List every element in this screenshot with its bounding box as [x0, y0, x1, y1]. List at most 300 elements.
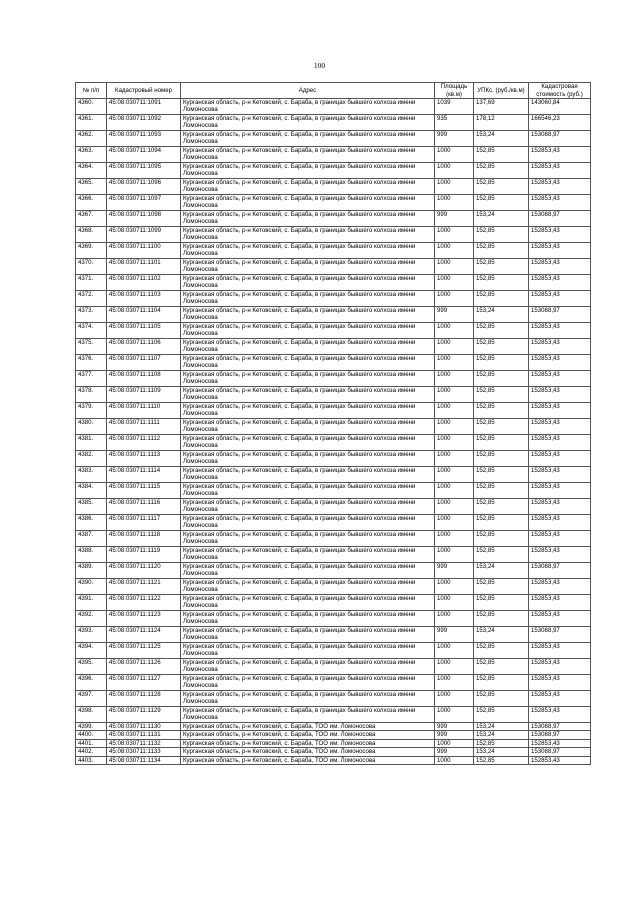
cell-cadastral-value: 152853,43: [529, 387, 591, 403]
table-row: [76, 691, 591, 707]
table-row: [76, 611, 591, 627]
cell-area: 1000: [435, 691, 474, 707]
cell-upks: 152,85: [474, 691, 529, 707]
table-row: [76, 748, 591, 756]
cell-address: Курганская область, р-н Кетовский, с. Бараба, в границах бывшего колхоза имени Ломоносова: [181, 643, 435, 659]
table-row: [76, 307, 591, 323]
cell-row-number: 4399.: [76, 723, 107, 731]
cell-upks: 152,85: [474, 611, 529, 627]
cell-area: 1000: [435, 435, 474, 451]
cell-cadastral-number: 45:08:030711:1132: [107, 739, 181, 747]
cell-upks: 152,85: [474, 259, 529, 275]
cell-upks: 152,85: [474, 371, 529, 387]
cell-area: 999: [435, 748, 474, 756]
cell-cadastral-number: 45:08:030711:1115: [107, 483, 181, 499]
cell-row-number: 4364.: [76, 163, 107, 179]
cell-cadastral-number: 45:08:030711:1118: [107, 531, 181, 547]
cell-area: 1000: [435, 355, 474, 371]
cell-row-number: 4378.: [76, 387, 107, 403]
cell-area: 1000: [435, 467, 474, 483]
cell-cadastral-number: 45:08:030711:1119: [107, 547, 181, 563]
cell-address: Курганская область, р-н Кетовский, с. Бараба, в границах бывшего колхоза имени Ломоносова: [181, 515, 435, 531]
cell-cadastral-value: 152853,43: [529, 739, 591, 747]
cell-upks: 153,24: [474, 307, 529, 323]
cell-address: Курганская область, р-н Кетовский, с. Бараба, в границах бывшего колхоза имени Ломоносова: [181, 451, 435, 467]
cell-cadastral-value: 152853,43: [529, 163, 591, 179]
cell-cadastral-value: 153088,97: [529, 307, 591, 323]
cell-cadastral-value: 152853,43: [529, 227, 591, 243]
cell-cadastral-value: 152853,43: [529, 547, 591, 563]
table-row: [76, 323, 591, 339]
cell-upks: 152,85: [474, 355, 529, 371]
cell-area: 1000: [435, 291, 474, 307]
cell-cadastral-value: 153088,97: [529, 748, 591, 756]
cell-address: Курганская область, р-н Кетовский, с. Бараба, в границах бывшего колхоза имени Ломоносова: [181, 323, 435, 339]
table-row: [76, 243, 591, 259]
cell-cadastral-number: 45:08:030711:1100: [107, 243, 181, 259]
table-row: [76, 731, 591, 739]
cell-area: 1000: [435, 579, 474, 595]
cell-cadastral-number: 45:08:030711:1128: [107, 691, 181, 707]
cell-row-number: 4398.: [76, 707, 107, 723]
cell-row-number: 4391.: [76, 595, 107, 611]
table-row: [76, 723, 591, 731]
cell-upks: 152,85: [474, 467, 529, 483]
table-row: [76, 387, 591, 403]
cell-upks: 152,85: [474, 595, 529, 611]
cell-address: Курганская область, р-н Кетовский, с. Бараба, в границах бывшего колхоза имени Ломоносова: [181, 291, 435, 307]
cell-cadastral-value: 152853,43: [529, 355, 591, 371]
cell-area: 999: [435, 307, 474, 323]
cell-area: 999: [435, 131, 474, 147]
cell-address: Курганская область, р-н Кетовский, с. Бараба, в границах бывшего колхоза имени Ломоносова: [181, 115, 435, 131]
cell-row-number: 4371.: [76, 275, 107, 291]
cell-address: Курганская область, р-н Кетовский, с. Бараба, в границах бывшего колхоза имени Ломоносова: [181, 627, 435, 643]
cell-area: 1000: [435, 147, 474, 163]
table-row: [76, 451, 591, 467]
cell-cadastral-value: 152853,43: [529, 259, 591, 275]
cell-row-number: 4374.: [76, 323, 107, 339]
cell-upks: 153,24: [474, 731, 529, 739]
cell-cadastral-number: 45:08:030711:1107: [107, 355, 181, 371]
cell-row-number: 4376.: [76, 355, 107, 371]
cell-upks: 137,69: [474, 99, 529, 115]
cell-row-number: 4393.: [76, 627, 107, 643]
cell-area: 1000: [435, 739, 474, 747]
cell-cadastral-number: 45:08:030711:1129: [107, 707, 181, 723]
cell-cadastral-number: 45:08:030711:1093: [107, 131, 181, 147]
cell-area: 1000: [435, 499, 474, 515]
cell-address: Курганская область, р-н Кетовский, с. Бараба, в границах бывшего колхоза имени Ломоносова: [181, 563, 435, 579]
table-row: [76, 371, 591, 387]
cell-row-number: 4360.: [76, 99, 107, 115]
table-header-row: [76, 83, 591, 99]
cadastral-register-table: [75, 82, 591, 765]
cell-area: 1000: [435, 403, 474, 419]
cell-address: Курганская область, р-н Кетовский, с. Бараба, в границах бывшего колхоза имени Ломоносова: [181, 675, 435, 691]
cell-cadastral-value: 152853,43: [529, 403, 591, 419]
cell-area: 1000: [435, 195, 474, 211]
cell-address: Курганская область, р-н Кетовский, с. Бараба, ТОО им. Ломоносова: [181, 756, 435, 764]
cell-address: Курганская область, р-н Кетовский, с. Бараба, в границах бывшего колхоза имени Ломоносова: [181, 707, 435, 723]
header-cadastral-value: Кадастровая стоимость (руб.): [529, 83, 591, 99]
cell-upks: 152,85: [474, 435, 529, 451]
cell-row-number: 4382.: [76, 451, 107, 467]
cell-row-number: 4395.: [76, 659, 107, 675]
cell-row-number: 4402.: [76, 748, 107, 756]
table-row: [76, 643, 591, 659]
cell-cadastral-number: 45:08:030711:1094: [107, 147, 181, 163]
cell-cadastral-value: 152853,43: [529, 643, 591, 659]
cell-row-number: 4397.: [76, 691, 107, 707]
cell-cadastral-number: 45:08:030711:1110: [107, 403, 181, 419]
cell-cadastral-number: 45:08:030711:1131: [107, 731, 181, 739]
cell-row-number: 4373.: [76, 307, 107, 323]
cell-cadastral-value: 143060,84: [529, 99, 591, 115]
cell-cadastral-value: 153088,97: [529, 131, 591, 147]
cell-row-number: 4367.: [76, 211, 107, 227]
table-row: [76, 515, 591, 531]
cell-area: 999: [435, 723, 474, 731]
header-cadastral-number: Кадастровый номер: [107, 83, 181, 99]
cell-cadastral-number: 45:08:030711:1097: [107, 195, 181, 211]
cell-upks: 152,85: [474, 147, 529, 163]
cell-cadastral-number: 45:08:030711:1124: [107, 627, 181, 643]
cell-upks: 178,12: [474, 115, 529, 131]
table-row: [76, 739, 591, 747]
cell-row-number: 4386.: [76, 515, 107, 531]
cell-address: Курганская область, р-н Кетовский, с. Бараба, в границах бывшего колхоза имени Ломоносова: [181, 99, 435, 115]
cell-upks: 152,85: [474, 643, 529, 659]
cell-cadastral-value: 152853,43: [529, 515, 591, 531]
cell-address: Курганская область, р-н Кетовский, с. Бараба, в границах бывшего колхоза имени Ломоносова: [181, 419, 435, 435]
cell-address: Курганская область, р-н Кетовский, с. Бараба, в границах бывшего колхоза имени Ломоносова: [181, 531, 435, 547]
page-number: 100: [313, 61, 326, 70]
cell-row-number: 4380.: [76, 419, 107, 435]
cell-address: Курганская область, р-н Кетовский, с. Бараба, в границах бывшего колхоза имени Ломоносова: [181, 499, 435, 515]
cell-address: Курганская область, р-н Кетовский, с. Бараба, в границах бывшего колхоза имени Ломоносова: [181, 611, 435, 627]
cell-area: 1000: [435, 643, 474, 659]
table-row: [76, 355, 591, 371]
cell-cadastral-number: 45:08:030711:1103: [107, 291, 181, 307]
cell-cadastral-value: 153088,97: [529, 563, 591, 579]
cell-address: Курганская область, р-н Кетовский, с. Бараба, в границах бывшего колхоза имени Ломоносова: [181, 163, 435, 179]
cell-row-number: 4379.: [76, 403, 107, 419]
cell-address: Курганская область, р-н Кетовский, с. Бараба, в границах бывшего колхоза имени Ломоносова: [181, 275, 435, 291]
cell-row-number: 4396.: [76, 675, 107, 691]
cell-cadastral-value: 152853,43: [529, 435, 591, 451]
table-row: [76, 403, 591, 419]
cell-address: Курганская область, р-н Кетовский, с. Бараба, в границах бывшего колхоза имени Ломоносова: [181, 595, 435, 611]
cell-address: Курганская область, р-н Кетовский, с. Бараба, в границах бывшего колхоза имени Ломоносова: [181, 307, 435, 323]
cell-cadastral-number: 45:08:030711:1091: [107, 99, 181, 115]
cell-row-number: 4362.: [76, 131, 107, 147]
cell-area: 1000: [435, 675, 474, 691]
cell-address: Курганская область, р-н Кетовский, с. Бараба, в границах бывшего колхоза имени Ломоносова: [181, 147, 435, 163]
table-row: [76, 339, 591, 355]
cell-row-number: 4377.: [76, 371, 107, 387]
cell-cadastral-number: 45:08:030711:1133: [107, 748, 181, 756]
cell-upks: 152,85: [474, 227, 529, 243]
cell-upks: 152,85: [474, 756, 529, 764]
cell-cadastral-number: 45:08:030711:1092: [107, 115, 181, 131]
cell-cadastral-number: 45:08:030711:1104: [107, 307, 181, 323]
cell-cadastral-value: 152853,43: [529, 675, 591, 691]
cell-cadastral-number: 45:08:030711:1109: [107, 387, 181, 403]
cell-address: Курганская область, р-н Кетовский, с. Бараба, в границах бывшего колхоза имени Ломоносова: [181, 403, 435, 419]
cell-row-number: 4387.: [76, 531, 107, 547]
table-row: [76, 467, 591, 483]
cell-cadastral-value: 152853,43: [529, 499, 591, 515]
cell-row-number: 4384.: [76, 483, 107, 499]
cell-cadastral-number: 45:08:030711:1113: [107, 451, 181, 467]
table-row: [76, 419, 591, 435]
cell-upks: 152,85: [474, 387, 529, 403]
table-row: [76, 595, 591, 611]
cell-upks: 152,85: [474, 451, 529, 467]
cell-row-number: 4361.: [76, 115, 107, 131]
cell-cadastral-value: 152853,43: [529, 339, 591, 355]
table-row: [76, 131, 591, 147]
cell-address: Курганская область, р-н Кетовский, с. Бараба, в границах бывшего колхоза имени Ломоносова: [181, 579, 435, 595]
cell-address: Курганская область, р-н Кетовский, с. Бараба, в границах бывшего колхоза имени Ломоносова: [181, 211, 435, 227]
table-row: [76, 627, 591, 643]
cell-row-number: 4400.: [76, 731, 107, 739]
cell-upks: 152,85: [474, 179, 529, 195]
cell-address: Курганская область, р-н Кетовский, с. Бараба, в границах бывшего колхоза имени Ломоносова: [181, 131, 435, 147]
cell-area: 999: [435, 563, 474, 579]
cell-upks: 152,85: [474, 531, 529, 547]
cell-cadastral-value: 152853,43: [529, 179, 591, 195]
table-body: [76, 99, 591, 765]
cell-cadastral-value: 152853,43: [529, 691, 591, 707]
cell-cadastral-value: 152853,43: [529, 611, 591, 627]
cell-cadastral-value: 152853,43: [529, 595, 591, 611]
cell-address: Курганская область, р-н Кетовский, с. Бараба, в границах бывшего колхоза имени Ломоносова: [181, 371, 435, 387]
cell-row-number: 4394.: [76, 643, 107, 659]
header-num: № п/п: [76, 83, 107, 99]
cell-cadastral-value: 152853,43: [529, 323, 591, 339]
cell-cadastral-number: 45:08:030711:1095: [107, 163, 181, 179]
cell-cadastral-value: 152853,43: [529, 467, 591, 483]
header-address: Адрес: [181, 83, 435, 99]
cell-cadastral-value: 152853,43: [529, 291, 591, 307]
cell-cadastral-value: 166546,23: [529, 115, 591, 131]
cell-address: Курганская область, р-н Кетовский, с. Бараба, в границах бывшего колхоза имени Ломоносова: [181, 435, 435, 451]
cell-upks: 153,24: [474, 211, 529, 227]
cell-cadastral-value: 152853,43: [529, 371, 591, 387]
table-row: [76, 99, 591, 115]
cell-row-number: 4388.: [76, 547, 107, 563]
cell-address: Курганская область, р-н Кетовский, с. Бараба, в границах бывшего колхоза имени Ломоносова: [181, 227, 435, 243]
table-row: [76, 115, 591, 131]
cell-upks: 152,85: [474, 419, 529, 435]
cell-upks: 152,85: [474, 243, 529, 259]
cell-area: 1000: [435, 483, 474, 499]
table-row: [76, 579, 591, 595]
cell-area: 1000: [435, 179, 474, 195]
cell-address: Курганская область, р-н Кетовский, с. Бараба, в границах бывшего колхоза имени Ломоносова: [181, 355, 435, 371]
cell-cadastral-value: 152853,43: [529, 419, 591, 435]
cell-cadastral-value: 152853,43: [529, 579, 591, 595]
cell-upks: 152,85: [474, 163, 529, 179]
table-row: [76, 563, 591, 579]
cell-address: Курганская область, р-н Кетовский, с. Бараба, в границах бывшего колхоза имени Ломоносова: [181, 467, 435, 483]
cell-upks: 152,85: [474, 483, 529, 499]
cell-address: Курганская область, р-н Кетовский, с. Бараба, ТОО им. Ломоносова: [181, 723, 435, 731]
cell-cadastral-number: 45:08:030711:1116: [107, 499, 181, 515]
table-row: [76, 659, 591, 675]
table-row: [76, 163, 591, 179]
cell-cadastral-value: 152853,43: [529, 451, 591, 467]
table-row: [76, 211, 591, 227]
cell-row-number: 4392.: [76, 611, 107, 627]
cell-area: 1000: [435, 547, 474, 563]
header-area: Площадь (кв.м): [435, 83, 474, 99]
cell-cadastral-value: 152853,43: [529, 483, 591, 499]
cell-row-number: 4369.: [76, 243, 107, 259]
cell-upks: 152,85: [474, 323, 529, 339]
cell-row-number: 4366.: [76, 195, 107, 211]
cell-cadastral-number: 45:08:030711:1123: [107, 611, 181, 627]
cell-address: Курганская область, р-н Кетовский, с. Бараба, в границах бывшего колхоза имени Ломоносова: [181, 179, 435, 195]
cell-cadastral-number: 45:08:030711:1117: [107, 515, 181, 531]
cell-area: 1000: [435, 323, 474, 339]
cell-cadastral-number: 45:08:030711:1099: [107, 227, 181, 243]
cell-area: 935: [435, 115, 474, 131]
cell-area: 1000: [435, 163, 474, 179]
cell-area: 1000: [435, 659, 474, 675]
cell-address: Курганская область, р-н Кетовский, с. Бараба, ТОО им. Ломоносова: [181, 731, 435, 739]
cell-area: 999: [435, 731, 474, 739]
cell-address: Курганская область, р-н Кетовский, с. Бараба, в границах бывшего колхоза имени Ломоносова: [181, 339, 435, 355]
cell-cadastral-value: 152853,43: [529, 531, 591, 547]
cell-cadastral-value: 153088,97: [529, 731, 591, 739]
cell-upks: 153,24: [474, 563, 529, 579]
cell-area: 1000: [435, 515, 474, 531]
cell-row-number: 4375.: [76, 339, 107, 355]
cell-upks: 152,85: [474, 291, 529, 307]
cell-upks: 152,85: [474, 739, 529, 747]
cell-area: 1000: [435, 275, 474, 291]
cell-address: Курганская область, р-н Кетовский, с. Бараба, в границах бывшего колхоза имени Ломоносова: [181, 691, 435, 707]
cell-row-number: 4363.: [76, 147, 107, 163]
cell-cadastral-value: 153088,97: [529, 211, 591, 227]
cell-upks: 153,24: [474, 723, 529, 731]
cell-cadastral-number: 45:08:030711:1122: [107, 595, 181, 611]
cell-area: 1000: [435, 451, 474, 467]
cell-address: Курганская область, р-н Кетовский, с. Бараба, в границах бывшего колхоза имени Ломоносова: [181, 243, 435, 259]
cell-cadastral-number: 45:08:030711:1127: [107, 675, 181, 691]
cell-address: Курганская область, р-н Кетовский, с. Бараба, в границах бывшего колхоза имени Ломоносова: [181, 547, 435, 563]
table-row: [76, 675, 591, 691]
cell-cadastral-number: 45:08:030711:1120: [107, 563, 181, 579]
cell-address: Курганская область, р-н Кетовский, с. Бараба, в границах бывшего колхоза имени Ломоносова: [181, 483, 435, 499]
table-row: [76, 483, 591, 499]
cell-upks: 152,85: [474, 579, 529, 595]
cell-row-number: 4403.: [76, 756, 107, 764]
cell-area: 1000: [435, 371, 474, 387]
cell-row-number: 4390.: [76, 579, 107, 595]
cell-row-number: 4401.: [76, 739, 107, 747]
cell-upks: 153,24: [474, 748, 529, 756]
cell-cadastral-number: 45:08:030711:1102: [107, 275, 181, 291]
cell-cadastral-number: 45:08:030711:1101: [107, 259, 181, 275]
cell-address: Курганская область, р-н Кетовский, с. Бараба, в границах бывшего колхоза имени Ломоносова: [181, 659, 435, 675]
cell-cadastral-number: 45:08:030711:1098: [107, 211, 181, 227]
cell-address: Курганская область, р-н Кетовский, с. Бараба, в границах бывшего колхоза имени Ломоносова: [181, 195, 435, 211]
cell-row-number: 4372.: [76, 291, 107, 307]
cell-area: 1000: [435, 259, 474, 275]
cell-row-number: 4385.: [76, 499, 107, 515]
cell-cadastral-number: 45:08:030711:1111: [107, 419, 181, 435]
cell-area: 1000: [435, 611, 474, 627]
cell-area: 1000: [435, 595, 474, 611]
cell-upks: 152,85: [474, 659, 529, 675]
cell-cadastral-number: 45:08:030711:1125: [107, 643, 181, 659]
cell-cadastral-value: 152853,43: [529, 756, 591, 764]
cell-cadastral-number: 45:08:030711:1096: [107, 179, 181, 195]
cell-cadastral-value: 152853,43: [529, 243, 591, 259]
cell-upks: 152,85: [474, 403, 529, 419]
table-row: [76, 499, 591, 515]
table-row: [76, 275, 591, 291]
cell-area: 1000: [435, 243, 474, 259]
cell-cadastral-value: 153088,97: [529, 723, 591, 731]
cell-cadastral-value: 152853,43: [529, 195, 591, 211]
table-row: [76, 531, 591, 547]
table-row: [76, 756, 591, 764]
table-row: [76, 179, 591, 195]
cell-row-number: 4365.: [76, 179, 107, 195]
cell-upks: 152,85: [474, 195, 529, 211]
cell-area: 1000: [435, 707, 474, 723]
table-row: [76, 227, 591, 243]
table-row: [76, 435, 591, 451]
cell-cadastral-value: 152853,43: [529, 659, 591, 675]
cell-cadastral-number: 45:08:030711:1134: [107, 756, 181, 764]
header-upks: УПКс. (руб./кв.м): [474, 83, 529, 99]
cell-area: 1000: [435, 387, 474, 403]
cell-area: 999: [435, 627, 474, 643]
cell-upks: 152,85: [474, 499, 529, 515]
cell-address: Курганская область, р-н Кетовский, с. Бараба, ТОО им. Ломоносова: [181, 739, 435, 747]
cell-cadastral-number: 45:08:030711:1126: [107, 659, 181, 675]
table-row: [76, 707, 591, 723]
cell-upks: 153,24: [474, 627, 529, 643]
cell-area: 1039: [435, 99, 474, 115]
table-row: [76, 195, 591, 211]
table-row: [76, 547, 591, 563]
cell-row-number: 4383.: [76, 467, 107, 483]
table-row: [76, 147, 591, 163]
table-row: [76, 291, 591, 307]
cell-address: Курганская область, р-н Кетовский, с. Бараба, ТОО им. Ломоносова: [181, 748, 435, 756]
cell-cadastral-number: 45:08:030711:1106: [107, 339, 181, 355]
cell-area: 1000: [435, 339, 474, 355]
cell-cadastral-number: 45:08:030711:1108: [107, 371, 181, 387]
cell-cadastral-number: 45:08:030711:1112: [107, 435, 181, 451]
cell-address: Курганская область, р-н Кетовский, с. Бараба, в границах бывшего колхоза имени Ломоносова: [181, 259, 435, 275]
cell-row-number: 4381.: [76, 435, 107, 451]
cell-address: Курганская область, р-н Кетовский, с. Бараба, в границах бывшего колхоза имени Ломоносова: [181, 387, 435, 403]
cell-upks: 152,85: [474, 515, 529, 531]
cell-upks: 152,85: [474, 675, 529, 691]
cell-upks: 152,85: [474, 275, 529, 291]
cell-upks: 153,24: [474, 131, 529, 147]
cell-cadastral-value: 152853,43: [529, 147, 591, 163]
cell-area: 1000: [435, 227, 474, 243]
